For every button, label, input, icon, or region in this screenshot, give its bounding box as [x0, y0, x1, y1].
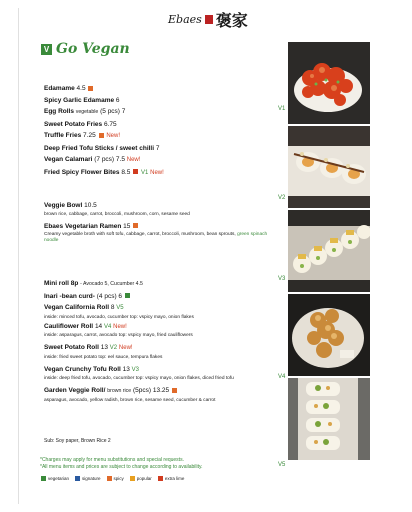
menu-item	[44, 119, 164, 131]
item-name: Vegan California Roll	[44, 304, 110, 311]
item-description: inside: deep fried tofu, avocado, cucumber top: vspicy mayo, onion flakes, diced fried tofu	[44, 376, 234, 381]
photo-label: V4	[278, 374, 286, 380]
photo-crunchy-tofu-roll	[288, 210, 370, 292]
legend-item	[40, 476, 69, 481]
item-price: 8.5	[121, 168, 131, 176]
item-name: Vegan Calamari	[44, 156, 93, 163]
photo-cauliflower-roll	[288, 294, 370, 376]
photo-flower-bites	[288, 42, 370, 124]
item-note: - Avocado 5, Cucumber 4.5	[80, 281, 143, 287]
legend-item	[74, 476, 101, 481]
menu-item	[44, 278, 284, 291]
photo-column	[288, 42, 370, 462]
appetizer-list	[44, 83, 164, 179]
section-title: Go Vegan	[56, 41, 130, 57]
photo-ref-tag: V2	[109, 345, 118, 351]
item-price: (5pcs) 13.25	[132, 387, 170, 394]
legend-label: signature	[82, 476, 101, 481]
new-badge: New!	[106, 133, 120, 139]
item-name: Deep Fried Tofu Sticks / sweet chilli	[44, 144, 155, 152]
new-badge: New!	[126, 157, 141, 163]
legend-label: popular	[136, 476, 152, 481]
menu-item	[44, 106, 164, 119]
photo-ref-tag: V3	[131, 366, 140, 373]
legend-item	[106, 476, 124, 481]
item-name: Edamame	[44, 85, 75, 92]
item-price: 15	[123, 222, 131, 230]
item-price: 13	[122, 365, 130, 373]
brand-chinese: 褒家	[215, 11, 248, 30]
item-price: 4.5	[76, 85, 86, 92]
footnotes	[40, 457, 203, 471]
legend-item	[129, 476, 152, 481]
item-note: brown rice	[107, 388, 132, 394]
item-price: 7.25	[83, 132, 96, 139]
item-name: Sweet Potato Fries	[44, 120, 103, 128]
menu-item	[44, 364, 284, 383]
item-name: Spicy Garlic Edamame	[44, 96, 115, 104]
menu-item	[44, 130, 164, 143]
item-name: Inari -bean curd-	[44, 292, 95, 300]
menu-item	[44, 342, 284, 361]
section-heading	[41, 41, 130, 57]
menu-item	[44, 95, 164, 107]
substitution-note: Sub: Soy paper, Brown Rice 2	[44, 438, 111, 444]
item-name: Fried Spicy Flower Bites	[44, 168, 120, 176]
spicy-icon	[99, 133, 104, 138]
item-price: 13	[100, 344, 108, 351]
legend-label: extra lime	[164, 476, 185, 481]
popular-icon	[130, 476, 135, 481]
description-highlight: green spinach noodle	[44, 232, 268, 243]
spicy-icon	[88, 86, 93, 91]
item-price: 14	[94, 322, 103, 330]
new-badge: New!	[113, 323, 127, 330]
item-price: 6.75	[103, 120, 117, 128]
menu-item	[44, 321, 284, 340]
menu-item	[44, 302, 284, 321]
legend-item	[157, 476, 185, 481]
item-price: 7	[155, 144, 160, 152]
menu-item	[44, 221, 274, 245]
menu-item	[44, 143, 164, 155]
item-description	[44, 232, 274, 244]
photo-label: V3	[278, 276, 286, 282]
brand-english: Ebaes	[168, 13, 202, 26]
photo-ref-tag: V4	[103, 323, 112, 330]
item-description: inside: minced tofu, avocado, cucumber top: vspicy mayo, onion flakes	[44, 314, 194, 320]
legend-label: vegetarian	[48, 476, 70, 481]
spicy-icon	[172, 388, 177, 393]
item-price: 10.5	[84, 202, 97, 209]
spicy-icon	[107, 476, 112, 481]
item-name: Egg Rolls	[44, 108, 74, 115]
photo-sweet-potato-roll	[288, 126, 370, 208]
photo-label: V2	[278, 195, 286, 201]
roll-list	[44, 278, 284, 404]
item-name: Veggie Bowl	[44, 202, 83, 209]
item-name: Garden Veggie Roll/	[44, 387, 106, 394]
new-badge: New!	[150, 169, 164, 176]
vegan-badge: V	[41, 44, 52, 55]
photo-label: V5	[278, 462, 286, 468]
menu-item	[44, 200, 274, 218]
item-description: asparagus, avocado, yellow radish, brown rice, sesame seed, cucumber & carrot	[44, 397, 216, 403]
item-description: inside: fried sweet potato top: eel sauce, tempura flakes	[44, 354, 163, 360]
footnote-line: *All menu items and prices are subject to change according to availability.	[40, 464, 203, 470]
item-name: Vegan Crunchy Tofu Roll	[44, 365, 121, 373]
item-price: 8	[110, 304, 115, 311]
vegetarian-icon	[125, 293, 130, 298]
item-description: brown rice, cabbage, carrot, broccoli, mushroom, corn, sesame seed	[44, 211, 190, 217]
photo-california-roll	[288, 378, 370, 460]
item-note: vegetable	[75, 109, 99, 115]
vegetarian-icon	[41, 476, 46, 481]
item-name: Cauliflower Roll	[44, 322, 94, 330]
description-text: Creamy vegetable broth with soft tofu, cabbage, carrot, broccoli, mushroom, bean sprouts,	[44, 232, 236, 237]
item-name: Mini roll 8p	[44, 280, 79, 287]
menu-item	[44, 154, 164, 167]
bowl-list	[44, 200, 274, 244]
lime-icon	[158, 476, 163, 481]
menu-item	[44, 167, 164, 180]
photo-label: V1	[278, 106, 286, 112]
item-price: (4 pcs) 6	[96, 292, 123, 300]
photo-ref-tag: V1	[140, 169, 149, 176]
item-price: (7 pcs) 7.5	[94, 156, 125, 163]
item-price: 6	[115, 96, 120, 104]
item-name: Ebaes Vegetarian Ramen	[44, 222, 122, 230]
menu-item	[44, 291, 284, 303]
new-badge: New!	[118, 345, 133, 351]
legend-label: spicy	[113, 476, 124, 481]
item-name: Sweet Potato Roll	[44, 344, 99, 351]
item-price: (5 pcs) 7	[100, 108, 126, 115]
spicy-icon	[133, 223, 138, 228]
photo-ref-tag: V5	[116, 305, 124, 311]
brand-logo	[168, 8, 248, 31]
menu-item	[44, 83, 164, 95]
menu-item	[44, 385, 284, 404]
signature-icon	[75, 476, 80, 481]
footnote-line: *Charges may apply for menu substitutions and special requests.	[40, 457, 184, 463]
item-name: Truffle Fries	[44, 132, 82, 139]
item-description: inside: asparagus, carrot, avocado top: vspicy mayo, fried cauliflowers	[44, 333, 193, 338]
seal-icon	[205, 15, 213, 24]
legend	[40, 476, 184, 481]
lime-icon	[133, 169, 138, 174]
